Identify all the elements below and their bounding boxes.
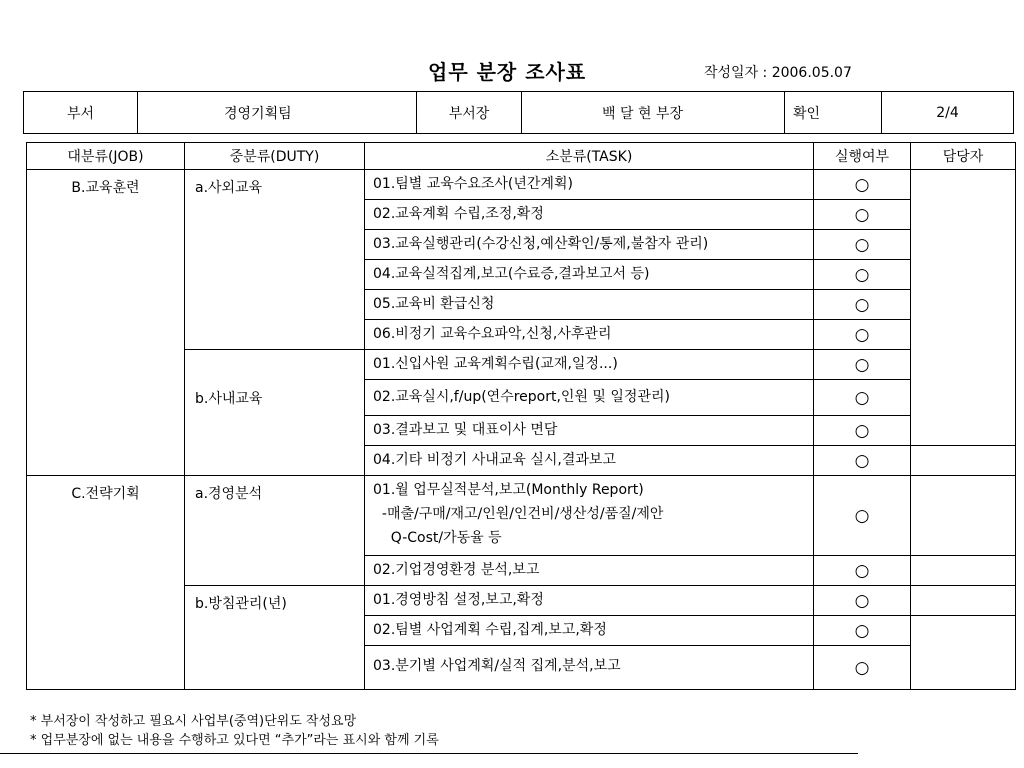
task-table [26, 142, 1016, 690]
task-line: 01.월 업무실적분석,보고(Monthly Report) [373, 482, 644, 498]
done-mark: ○ [814, 586, 911, 616]
created-date: 작성일자 : 2006.05.07 [704, 65, 852, 81]
done-mark: ○ [814, 350, 911, 380]
task-cell: 05.교육비 환급신청 [365, 290, 814, 320]
task-cell: 02.교육실시,f/up(연수report,인원 및 일정관리) [365, 380, 814, 416]
owner-cell [911, 586, 1016, 616]
department-info-row [24, 92, 1014, 134]
job-cell: C.전략기획 [27, 476, 185, 690]
dept-value: 경영기획팀 [138, 92, 417, 134]
column-header-task: 소분류(TASK) [365, 143, 814, 170]
dept-head-label: 부서장 [417, 92, 522, 134]
job-cell: B.교육훈련 [27, 170, 185, 476]
footnote: * 업무분장에 없는 내용을 수행하고 있다면 “추가”라는 표시와 함께 기록 [30, 733, 439, 748]
document-title: 업무 분장 조사표 [428, 60, 587, 84]
owner-cell [911, 170, 1016, 446]
owner-cell [911, 446, 1016, 476]
task-line: -매출/구매/재고/인원/인건비/생산성/품질/제안 [373, 506, 664, 522]
owner-cell [911, 556, 1016, 586]
footnote: * 부서장이 작성하고 필요시 사업부(중역)단위도 작성요망 [30, 714, 357, 729]
task-cell: 01.신입사원 교육계획수립(교재,일정...) [365, 350, 814, 380]
done-mark: ○ [814, 260, 911, 290]
column-header-job: 대분류(JOB) [27, 143, 185, 170]
done-mark: ○ [814, 556, 911, 586]
table-header-row [27, 143, 1016, 170]
done-mark: ○ [814, 170, 911, 200]
column-header-done: 실행여부 [814, 143, 911, 170]
done-mark: ○ [814, 476, 911, 556]
task-line: Q-Cost/가동율 등 [373, 530, 502, 546]
done-mark: ○ [814, 616, 911, 646]
done-mark: ○ [814, 230, 911, 260]
done-mark: ○ [814, 646, 911, 690]
duty-cell [185, 350, 365, 476]
department-info-table [23, 91, 1014, 134]
owner-cell [911, 616, 1016, 690]
owner-cell [911, 476, 1016, 556]
task-cell: 04.기타 비정기 사내교육 실시,결과보고 [365, 446, 814, 476]
duty-cell: a.경영분석 [185, 476, 365, 586]
task-cell: 01.팀별 교육수요조사(년간계획) [365, 170, 814, 200]
column-header-duty: 중분류(DUTY) [185, 143, 365, 170]
duty-cell: a.사외교육 [185, 170, 365, 350]
task-cell: 02.교육계획 수립,조정,확정 [365, 200, 814, 230]
done-mark: ○ [814, 200, 911, 230]
duty-label: b.사내교육 [195, 390, 263, 407]
done-mark: ○ [814, 380, 911, 416]
task-cell: 04.교육실적집계,보고(수료증,결과보고서 등) [365, 260, 814, 290]
footnotes [30, 712, 439, 750]
confirm-label: 확인 [785, 92, 882, 134]
table-row [27, 476, 1016, 556]
done-mark: ○ [814, 446, 911, 476]
done-mark: ○ [814, 320, 911, 350]
page-number: 2/4 [882, 92, 1014, 134]
task-cell [365, 476, 814, 556]
duty-cell: b.방침관리(년) [185, 586, 365, 690]
dept-label: 부서 [24, 92, 138, 134]
task-cell: 01.경영방침 설정,보고,확정 [365, 586, 814, 616]
table-row [27, 170, 1016, 200]
task-cell: 03.교육실행관리(수강신청,예산확인/통제,불참자 관리) [365, 230, 814, 260]
dept-head-value: 백 달 현 부장 [522, 92, 785, 134]
done-mark: ○ [814, 290, 911, 320]
task-cell: 02.팀별 사업계획 수립,집계,보고,확정 [365, 616, 814, 646]
task-cell: 02.기업경영환경 분석,보고 [365, 556, 814, 586]
task-cell: 03.결과보고 및 대표이사 면담 [365, 416, 814, 446]
task-cell: 06.비정기 교육수요파악,신청,사후관리 [365, 320, 814, 350]
task-cell: 03.분기별 사업계획/실적 집계,분석,보고 [365, 646, 814, 690]
footnote-divider [0, 753, 858, 754]
done-mark: ○ [814, 416, 911, 446]
column-header-owner: 담당자 [911, 143, 1016, 170]
